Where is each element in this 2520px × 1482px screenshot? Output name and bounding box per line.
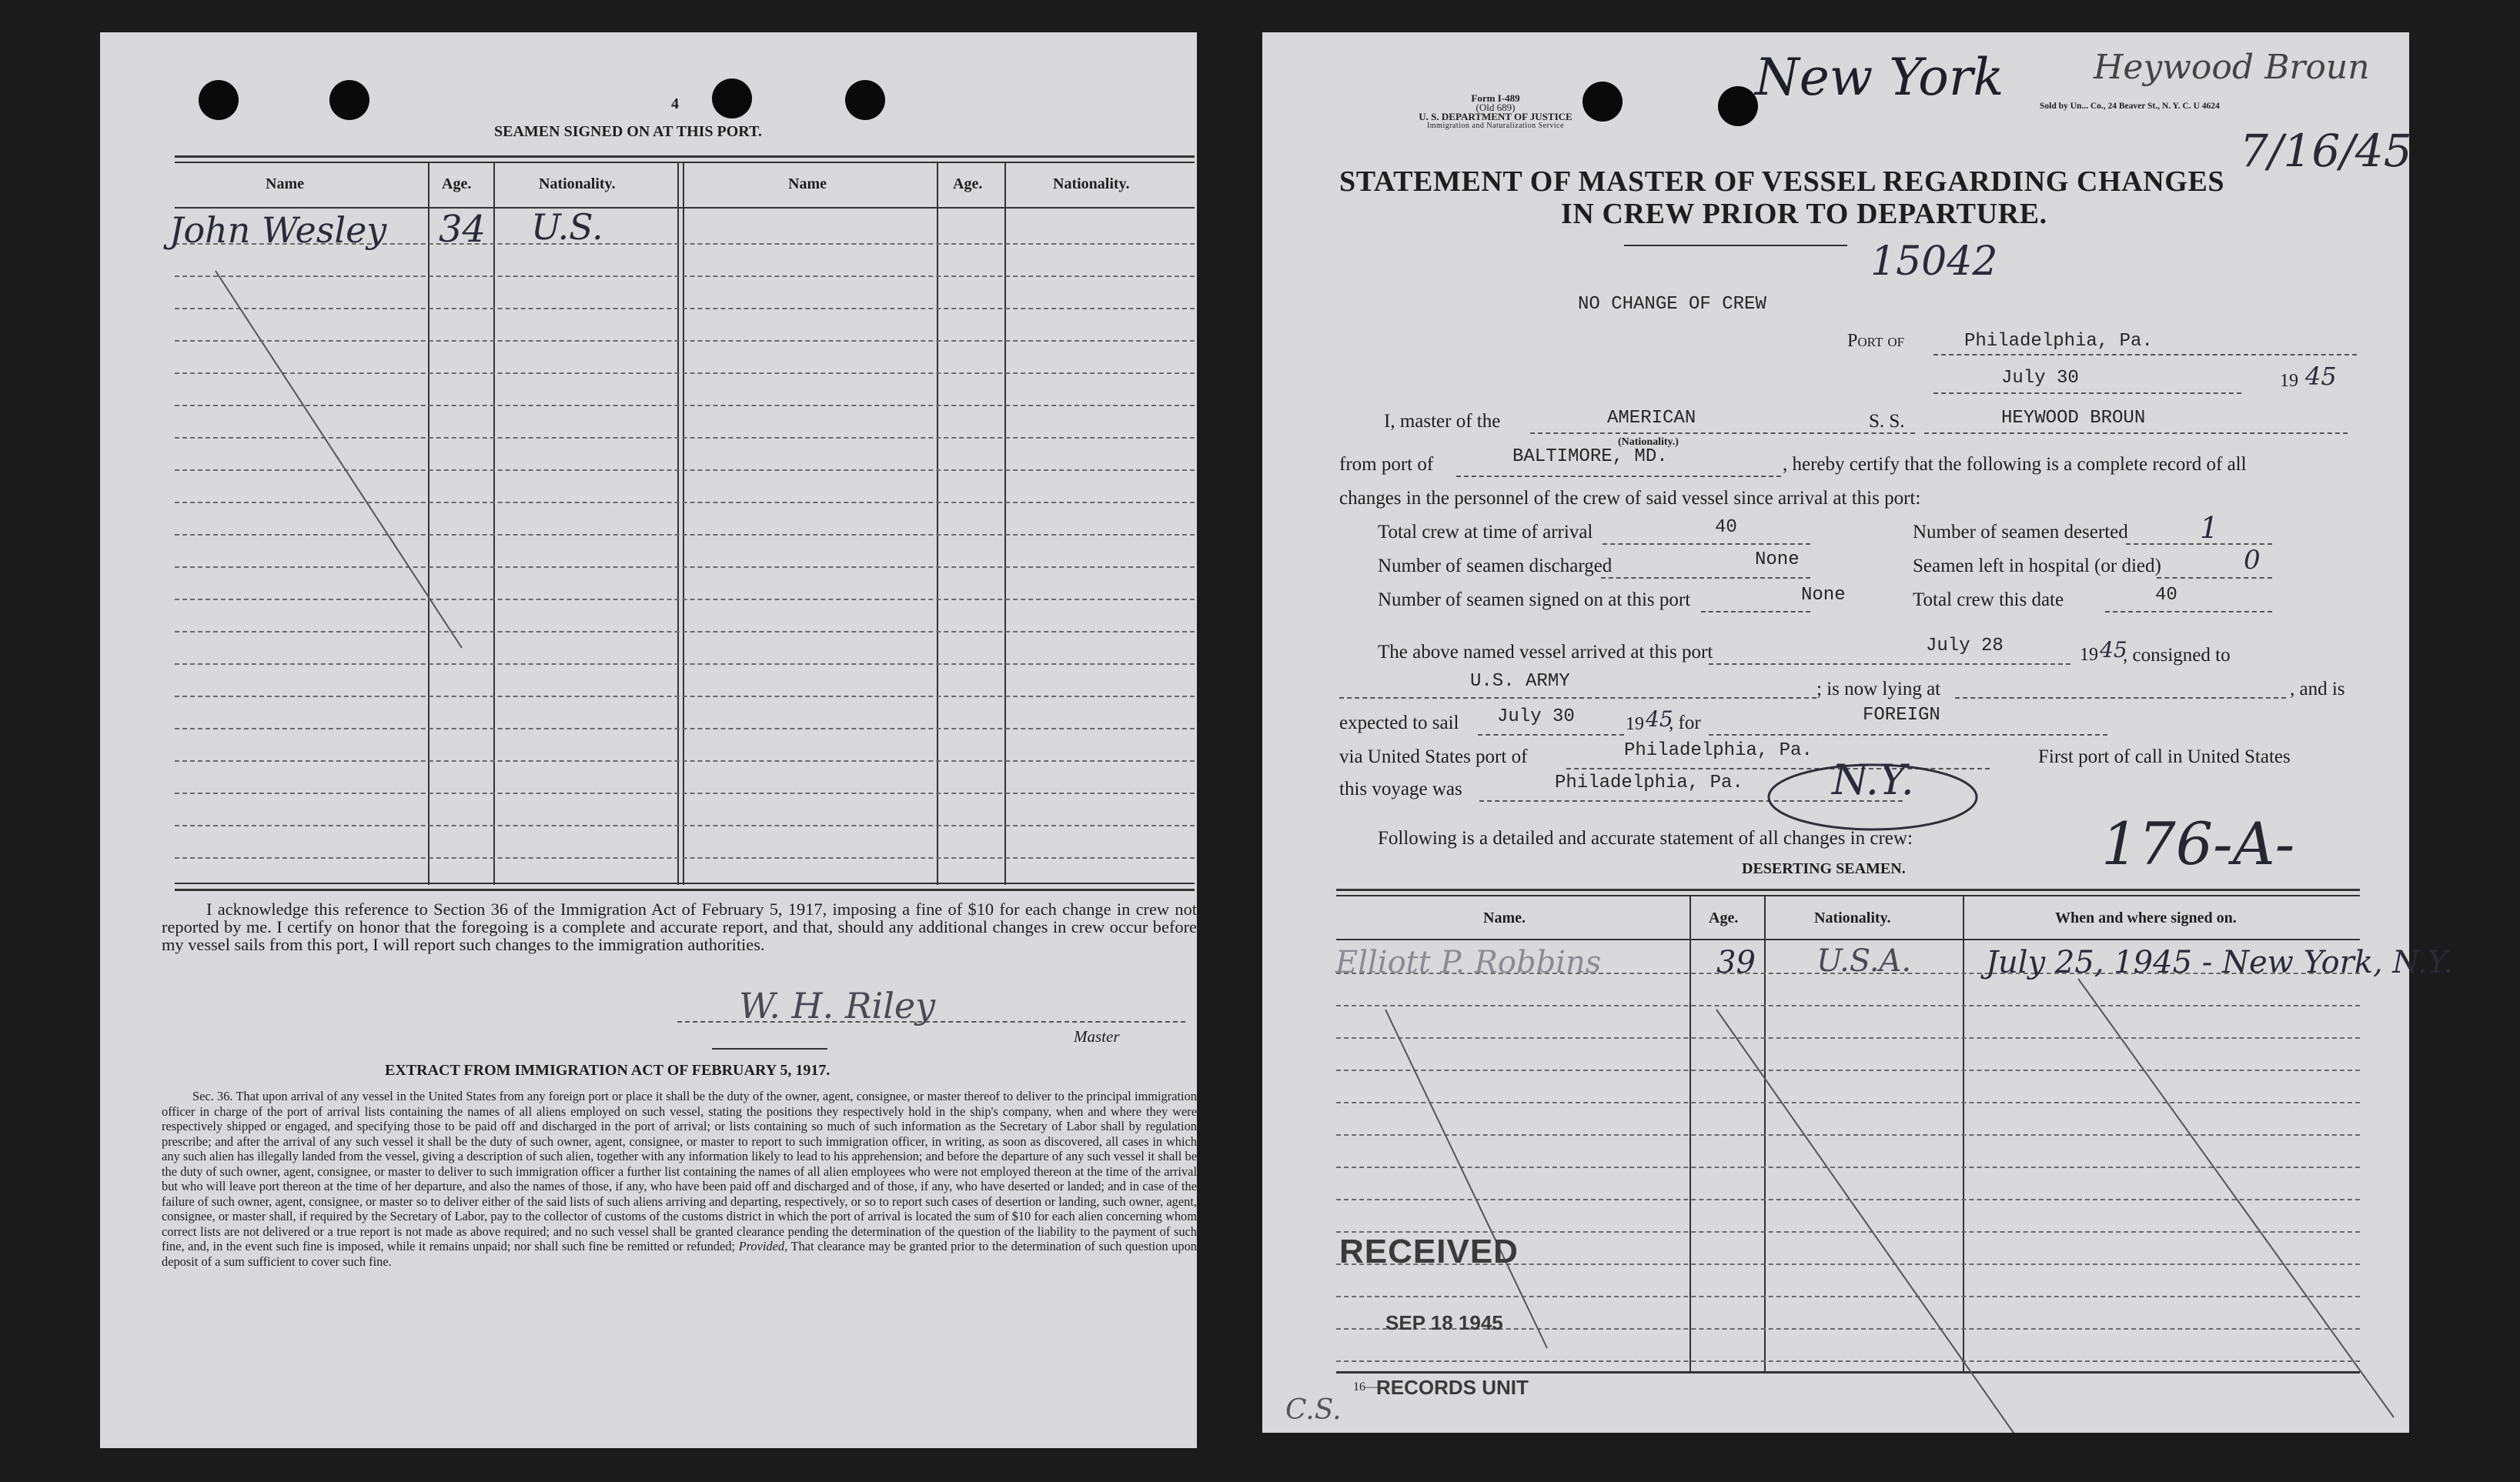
- total-crew-arrival: 40: [1715, 517, 1737, 538]
- service: Immigration and Naturalization Service: [1426, 122, 1565, 130]
- hospital-value: 0: [2244, 545, 2261, 576]
- this-voyage-label: this voyage was: [1339, 779, 1462, 799]
- vessel-name: HEYWOOD BROUN: [2001, 408, 2146, 429]
- received-stamp-date: SEP 18 1945: [1385, 1311, 1503, 1334]
- entry-nationality: U.S.: [531, 206, 603, 248]
- form-number: Form I-489: [1471, 92, 1520, 104]
- entry-name: John Wesley: [169, 209, 387, 251]
- handwritten-vessel: Heywood Broun: [2094, 48, 2370, 87]
- form-title-line2: IN CREW PRIOR TO DEPARTURE.: [1561, 198, 2047, 230]
- from-port-label: from port of: [1339, 454, 1434, 475]
- col-header-age: Age.: [442, 175, 472, 192]
- master-caption: Master: [1074, 1027, 1120, 1046]
- col-header-nationality: Nationality.: [539, 175, 616, 192]
- consigned-label: , consigned to: [2123, 645, 2231, 666]
- deserter-signed-on: July 25, 1945 - New York, N.Y.: [1986, 945, 2454, 980]
- section-title: SEAMEN SIGNED ON AT THIS PORT.: [494, 123, 762, 140]
- via-port: Philadelphia, Pa.: [1624, 740, 1813, 761]
- changes-text: changes in the personnel of the crew of said vessel since arrival at this port:: [1339, 488, 1921, 509]
- and-is-label: , and is: [2290, 679, 2345, 699]
- punch-hole: [1718, 86, 1758, 126]
- circled-annotation: N.Y.: [1832, 756, 1914, 804]
- sold-by: Sold by Un... Co., 24 Beaver St., N. Y. C. U 4624: [2040, 102, 2220, 111]
- col-header-nationality-2: Nationality.: [1053, 175, 1130, 192]
- first-port-value: Philadelphia, Pa.: [1555, 773, 1743, 793]
- arrived-year-prefix: 19: [2080, 645, 2098, 665]
- col-header-name: Name: [266, 175, 304, 192]
- file-number: 15042: [1870, 239, 1998, 285]
- form-id: [1407, 94, 1584, 131]
- left-page: [100, 32, 1197, 1448]
- strike-line: [100, 32, 1197, 956]
- no-change-note: NO CHANGE OF CREW: [1578, 294, 1766, 315]
- arrived-date: July 28: [1926, 636, 2004, 656]
- ss-label: S. S.: [1869, 411, 1905, 432]
- records-unit-stamp: RECORDS UNIT: [1376, 1376, 1529, 1399]
- port-label: Port of: [1847, 331, 1905, 351]
- extract-proviso-label: Provided,: [738, 1239, 788, 1253]
- lying-at-label: ; is now lying at: [1816, 679, 1941, 699]
- extract-proviso: That clearance may be granted prior to the determination of such question upon deposit of a sum sufficient to cover such fine.: [162, 1239, 1197, 1269]
- total-crew-date: 40: [2155, 585, 2177, 606]
- nationality-caption: (Nationality.): [1618, 436, 1679, 448]
- via-label: via United States port of: [1339, 746, 1528, 767]
- deserted-label: Number of seamen deserted: [1913, 522, 2128, 542]
- signed-on-label: Number of seamen signed on at this port: [1378, 589, 1691, 610]
- nationality-value: AMERICAN: [1607, 408, 1696, 429]
- signed-on-value: None: [1801, 585, 1846, 606]
- discharged-label: Number of seamen discharged: [1378, 556, 1613, 576]
- form-footer-prefix: 16—: [1353, 1380, 1378, 1394]
- col-header-signed-on: When and where signed on.: [2055, 910, 2237, 926]
- master-label: I, master of the: [1384, 411, 1501, 432]
- consignee-value: U.S. ARMY: [1470, 671, 1570, 692]
- first-port-label: First port of call in United States: [2038, 746, 2291, 767]
- deserter-name: Elliott P. Robbins: [1335, 945, 1602, 980]
- extract-title: EXTRACT FROM IMMIGRATION ACT OF FEBRUARY 5, 1917.: [385, 1062, 831, 1079]
- handwritten-date: 7/16/45: [2240, 125, 2412, 177]
- sail-date: July 30: [1497, 706, 1575, 727]
- col-header-age-2: Age.: [953, 175, 983, 192]
- sail-year-prefix: 19: [1626, 714, 1644, 734]
- form-old-number: (Old 689): [1476, 102, 1516, 113]
- strike-lines: [1262, 879, 2409, 1433]
- master-signature: W. H. Riley: [739, 985, 936, 1026]
- date-value: July 30: [2001, 368, 2079, 389]
- deserter-age: 39: [1716, 945, 1756, 980]
- col-header-name: Name.: [1483, 910, 1526, 926]
- deserter-nationality: U.S.A.: [1816, 943, 1912, 979]
- expected-label: expected to sail: [1339, 713, 1459, 733]
- extract-body: That upon arrival of any vessel in the United States from any foreign port or place it shall be the duty of the owner, agent, consignee, or master thereof to deliver to the principal immigration officer in charge of the port of arrival lists containing the names of all aliens employed on such vessel, stating the positions they respectively hold in the ship's company, when and where they were respectively shipped or engaged, and specifying those to be paid off and discharged in the port of arrival; or lists containing so much of such information as the Secretary of Labor shall by regulation prescribe; and after the arrival of any such vessel it shall be the duty of such owner, agent, consignee, or master to report to such immigration officer, in writing, as soon as discovered, all cases in which any such alien has illegally landed from the vessel, giving a description of such alien, together with any information likely to lead to his apprehension; and before the departure of any such vessel it shall be the duty of such owner, agent, consignee, or master to deliver to such immigration officer a further list containing the names of all alien employees who were not employed thereon at the time of the arrival but who will leave port thereon at the time of her departure, and also the names of those, if any, who have been paid off and discharged and of those, if any, who have deserted or landed; and in case of the failure of such owner, agent, consignee, or master so to deliver either of the said lists of such aliens arriving and departing, respectively, or so to report such cases of desertion or landing, such owner, agent, consignee, or master shall, if required by the Secretary of Labor, pay to the collector of customs of the customs district in which the port of arrival is located the sum of $10 for each alien concerning whom correct lists are not delivered or a true report is not made as above required; and no such vessel shall be granted clearance pending the determination of the question of the liability to the payment of such fine, and, in the event such fine is imposed, while it remains unpaid; nor shall such fine be remitted or refunded;: [162, 1089, 1197, 1253]
- total-crew-date-label: Total crew this date: [1913, 589, 2064, 610]
- col-header-name-2: Name: [788, 175, 827, 192]
- deserted-value: 1: [2200, 511, 2219, 545]
- punch-hole: [1583, 82, 1623, 122]
- deserting-title: DESERTING SEAMEN.: [1742, 860, 1906, 877]
- destination: FOREIGN: [1863, 705, 1940, 726]
- col-header-nationality: Nationality.: [1814, 910, 1891, 926]
- sail-year: 45: [1646, 706, 1673, 732]
- arrived-label: The above named vessel arrived at this port: [1378, 642, 1713, 663]
- extract-text: [162, 1089, 1197, 1269]
- from-port-value: BALTIMORE, MD.: [1512, 446, 1668, 467]
- certify-text: , hereby certify that the following is a complete record of all: [1783, 454, 2247, 475]
- following-label: Following is a detailed and accurate statement of all changes in crew:: [1378, 828, 1913, 849]
- received-stamp: RECEIVED: [1339, 1233, 1519, 1270]
- department: U. S. DEPARTMENT OF JUSTICE: [1419, 111, 1572, 122]
- arrived-year: 45: [2100, 637, 2127, 663]
- hospital-label: Seamen left in hospital (or died): [1913, 556, 2161, 576]
- year-prefix: 19: [2280, 371, 2298, 391]
- year-value: 45: [2305, 362, 2337, 391]
- total-crew-arrival-label: Total crew at time of arrival: [1378, 522, 1593, 542]
- acknowledgment-text: I acknowledge this reference to Section 36 of the Immigration Act of February 5, 1917, imposing a fine of $10 for each change in crew not reported by me. I certify on honor that the foregoing is a complete and accurate report, and that, should any additional changes in crew occur before my vessel sails from this port, I will report such changes to the immigration authorities.: [162, 900, 1197, 954]
- col-header-age: Age.: [1709, 910, 1739, 926]
- handwritten-code: 176-A-: [2101, 809, 2295, 878]
- handwritten-port: New York: [1755, 48, 2004, 107]
- right-page: [1262, 32, 2454, 1433]
- page-number: 4: [671, 95, 679, 112]
- port-value: Philadelphia, Pa.: [1964, 331, 2153, 352]
- form-title-line1: STATEMENT OF MASTER OF VESSEL REGARDING CHANGES: [1339, 165, 2225, 198]
- margin-note: C.S.: [1285, 1394, 1342, 1426]
- for-label: , for: [1669, 713, 1701, 733]
- extract-section-label: Sec. 36.: [192, 1089, 233, 1103]
- discharged-value: None: [1755, 549, 1800, 570]
- entry-age: 34: [439, 208, 486, 251]
